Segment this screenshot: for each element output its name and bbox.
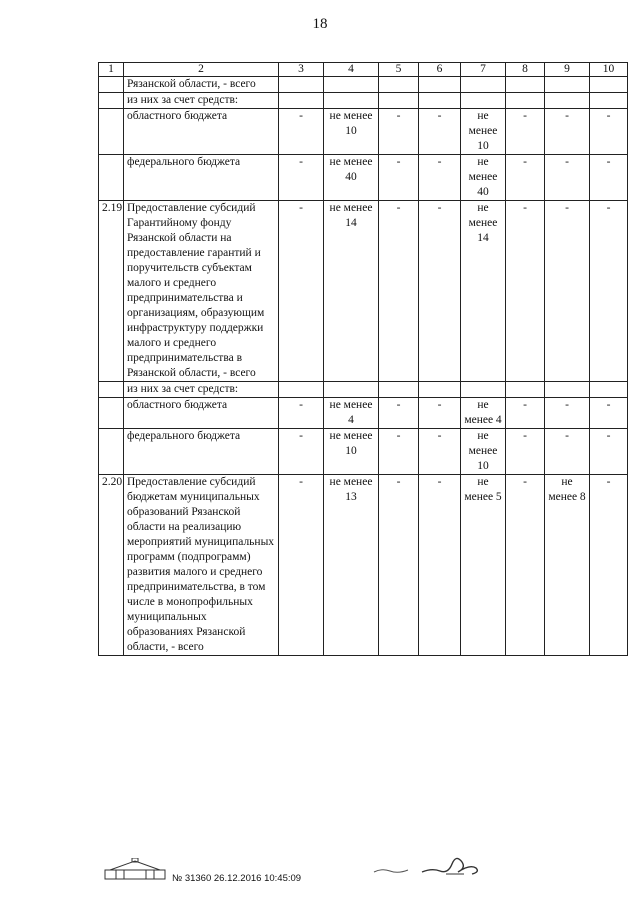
header-cell: 4 [324,63,379,77]
value-cell: - [590,398,628,429]
value-cell [506,382,545,398]
value-cell: - [545,429,590,475]
row-number: 2.20 [99,475,124,656]
value-cell: - [590,155,628,201]
row-number [99,93,124,109]
value-cell: - [590,429,628,475]
value-cell: не менее 8 [545,475,590,656]
header-cell: 5 [379,63,419,77]
value-cell: - [590,109,628,155]
scribble-mark [372,862,412,883]
value-cell: - [419,475,461,656]
value-cell [419,382,461,398]
value-cell [590,382,628,398]
value-cell [461,93,506,109]
value-cell [379,93,419,109]
row-number [99,398,124,429]
row-label: областного бюджета [124,109,279,155]
value-cell: не менее 40 [461,155,506,201]
value-cell [419,77,461,93]
value-cell: - [279,398,324,429]
program-table [98,62,628,656]
value-cell [461,382,506,398]
header-cell: 9 [545,63,590,77]
header-cell: 8 [506,63,545,77]
value-cell: - [590,475,628,656]
value-cell: - [419,155,461,201]
value-cell: - [419,109,461,155]
table-row [99,429,628,475]
value-cell: - [506,429,545,475]
table-row [99,109,628,155]
table-row [99,93,628,109]
document-stamp: № 31360 26.12.2016 10:45:09 [172,873,302,884]
header-row [99,63,628,77]
row-number [99,429,124,475]
row-number [99,77,124,93]
value-cell: - [419,429,461,475]
value-cell [324,382,379,398]
value-cell: не менее 5 [461,475,506,656]
signature [418,850,488,885]
value-cell: - [279,475,324,656]
value-cell [506,93,545,109]
value-cell [379,382,419,398]
value-cell: - [545,155,590,201]
value-cell [419,93,461,109]
value-cell: - [379,201,419,382]
value-cell: - [379,429,419,475]
stamp-logo [104,858,166,885]
row-label: из них за счет средств: [124,382,279,398]
value-cell [324,93,379,109]
value-cell: - [379,109,419,155]
value-cell [461,77,506,93]
value-cell: - [419,398,461,429]
value-cell: - [506,201,545,382]
header-cell: 10 [590,63,628,77]
value-cell [545,382,590,398]
value-cell [324,77,379,93]
value-cell: не менее 10 [324,429,379,475]
table-row [99,201,628,382]
table-row [99,382,628,398]
row-label: федерального бюджета [124,429,279,475]
value-cell: - [379,155,419,201]
value-cell [506,77,545,93]
value-cell [279,382,324,398]
value-cell: - [545,109,590,155]
value-cell: - [419,201,461,382]
value-cell: - [279,429,324,475]
value-cell: - [506,109,545,155]
value-cell: не менее 10 [461,429,506,475]
value-cell: не менее 4 [324,398,379,429]
value-cell: не менее 40 [324,155,379,201]
value-cell: - [506,155,545,201]
row-label: Предоставление субсидий Гарантийному фонду Рязанской области на предоставление гарантий и поручительств субъектам малого и среднего предпринимательства и организациям, образующим инфраструктуру поддержки малого и среднего предпринимательства в Рязанской области, - всего [124,201,279,382]
value-cell [590,77,628,93]
value-cell: не менее 10 [461,109,506,155]
value-cell [279,93,324,109]
value-cell: - [279,109,324,155]
row-number [99,155,124,201]
table-row [99,155,628,201]
table-row [99,77,628,93]
value-cell: не менее 14 [324,201,379,382]
value-cell: - [545,398,590,429]
row-label: областного бюджета [124,398,279,429]
value-cell: - [545,201,590,382]
page-number: 18 [312,16,328,32]
value-cell: не менее 10 [324,109,379,155]
value-cell [545,77,590,93]
value-cell: - [379,398,419,429]
value-cell: - [379,475,419,656]
value-cell: - [506,475,545,656]
value-cell: не менее 13 [324,475,379,656]
value-cell: - [279,201,324,382]
value-cell: - [590,201,628,382]
value-cell: - [279,155,324,201]
value-cell: не менее 14 [461,201,506,382]
value-cell [545,93,590,109]
value-cell [590,93,628,109]
header-cell: 6 [419,63,461,77]
value-cell [379,77,419,93]
header-cell: 2 [124,63,279,77]
row-number [99,382,124,398]
value-cell [279,77,324,93]
row-label: из них за счет средств: [124,93,279,109]
row-number: 2.19 [99,201,124,382]
table-row [99,398,628,429]
header-cell: 3 [279,63,324,77]
table-row [99,475,628,656]
value-cell: - [506,398,545,429]
row-label: федерального бюджета [124,155,279,201]
header-cell: 7 [461,63,506,77]
row-label: Рязанской области, - всего [124,77,279,93]
row-number [99,109,124,155]
value-cell: не менее 4 [461,398,506,429]
header-cell: 1 [99,63,124,77]
row-label: Предоставление субсидий бюджетам муниципальных образований Рязанской области на реализацию мероприятий муниципальных программ (подпрограмм) развития малого и среднего предпринимательства, в том числе в монопрофильных муниципальных образованиях Рязанской области, - всего [124,475,279,656]
